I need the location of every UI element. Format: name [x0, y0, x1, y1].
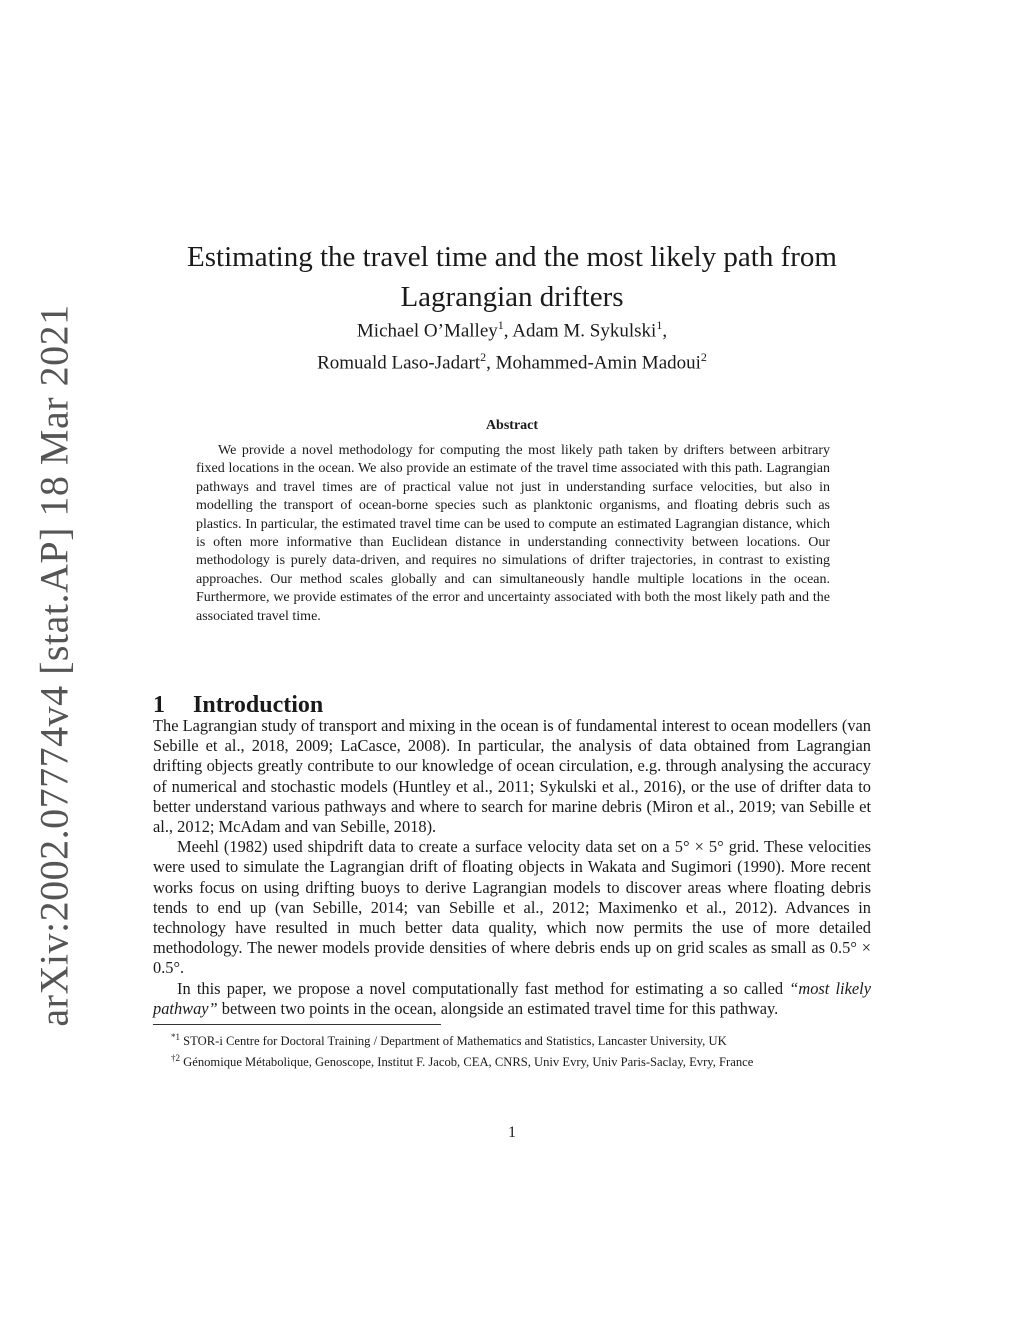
author-4: Mohammed-Amin Madoui	[495, 352, 701, 374]
author-3-affiliation-mark: 2	[480, 350, 487, 365]
author-4-affiliation-mark: 2	[700, 350, 707, 365]
footnotes	[153, 1029, 871, 1071]
author-2-affiliation-mark: 1	[656, 318, 663, 332]
intro-paragraph-3	[153, 979, 871, 1019]
footnote-1-text: STOR-i Centre for Doctoral Training / Department of Mathematics and Statistics, Lancaster University, UK	[183, 1034, 727, 1049]
abstract-heading: Abstract	[485, 418, 539, 433]
intro-paragraph-3-emphasis: “most likely pathway”	[153, 978, 871, 1018]
footnote-divider	[153, 1024, 441, 1025]
footnote-1-mark: *1	[171, 1032, 180, 1042]
arxiv-id-text: arXiv:2002.07774v4 [stat.AP] 18 Mar 2021	[31, 303, 77, 1027]
abstract-paragraph: We provide a novel methodology for computing the most likely path taken by drifters between arbitrary fixed locations in the ocean. We also provide an estimate of the travel time associated with this path. Lagrangian pathways and travel times are of practical value not just in understanding surface velocities, but also in modelling the transport of ocean-borne species such as planktonic organisms, and floating debris such as plastics. In particular, the estimated travel time can be used to compute an estimated Lagrangian distance, which is often more informative than Euclidean distance in understanding connectivity between locations. Our methodology is purely data-driven, and requires no simulations of drifter trajectories, in contrast to existing approaches. Our method scales globally and can simultaneously handle multiple locations in the ocean. Furthermore, we provide estimates of the error and uncertainty associated with both the most likely path and the associated travel time.	[196, 443, 830, 624]
author-1-affiliation-mark: 1	[497, 318, 504, 332]
abstract-body	[196, 442, 830, 626]
author-3: Romuald Laso-Jadart	[317, 352, 481, 374]
author-1: Michael O’Malley	[356, 320, 498, 342]
author-2: Adam M. Sykulski	[512, 320, 657, 342]
intro-paragraph-2: Meehl (1982) used shipdrift data to create a surface velocity data set on a 5° × 5° grid. These velocities were used to simulate the Lagrangian drift of floating objects in Wakata and Sugimori (1990). More recent works focus on using drifting buoys to derive Lagrangian models to discover areas where floating debris tends to end up (van Sebille, 2014; van Sebille et al., 2012; Maximenko et al., 2012). Advances in technology have resulted in much better data quality, which now permits the use of more detailed methodology. The newer models provide densities of where debris ends up on grid scales as small as 0.5° × 0.5°.	[153, 837, 871, 978]
introduction-body	[153, 716, 871, 1019]
author-list: Michael O’Malley$^1$, Adam M. Sykulski$^1$, Romuald Laso-Jadart$^2$, Mohammed-Amin Madoui$^2$	[317, 318, 707, 374]
paper-title	[150, 237, 874, 317]
section-number: 1	[153, 691, 165, 718]
title-line-1: Estimating the travel time and the most likely path from	[187, 241, 837, 274]
intro-paragraph-1: The Lagrangian study of transport and mixing in the ocean is of fundamental interest to ocean modellers (van Sebille et al., 2018, 2009; LaCasce, 2008). In particular, the analysis of data obtained from Lagrangian drifting objects greatly contribute to our knowledge of ocean circulation, e.g. through analysing the accuracy of numerical and stochastic models (Huntley et al., 2011; Sykulski et al., 2016), or the use of drifter data to better understand various pathways and where to search for marine debris (Miron et al., 2019; van Sebille et al., 2012; McAdam and van Sebille, 2018).	[153, 716, 871, 837]
section-title: Introduction	[193, 691, 324, 718]
footnote-2	[153, 1050, 871, 1071]
section-heading-introduction	[153, 692, 873, 719]
arxiv-sidebar-identifier	[24, 303, 84, 1027]
footnote-1	[153, 1029, 871, 1050]
intro-paragraph-3-start: In this paper, we propose a novel computationally fast method for estimating a so called	[177, 978, 790, 998]
intro-paragraph-3-end: between two points in the ocean, alongside an estimated travel time for this pathway.	[217, 998, 779, 1018]
footnote-2-text: Génomique Métabolique, Genoscope, Institut F. Jacob, CEA, CNRS, Univ Evry, Univ Paris-Saclay, Evry, France	[183, 1055, 754, 1070]
title-line-2: Lagrangian drifters	[400, 281, 624, 314]
footnote-2-mark: †2	[171, 1053, 180, 1064]
page-number: 1	[508, 1124, 516, 1141]
